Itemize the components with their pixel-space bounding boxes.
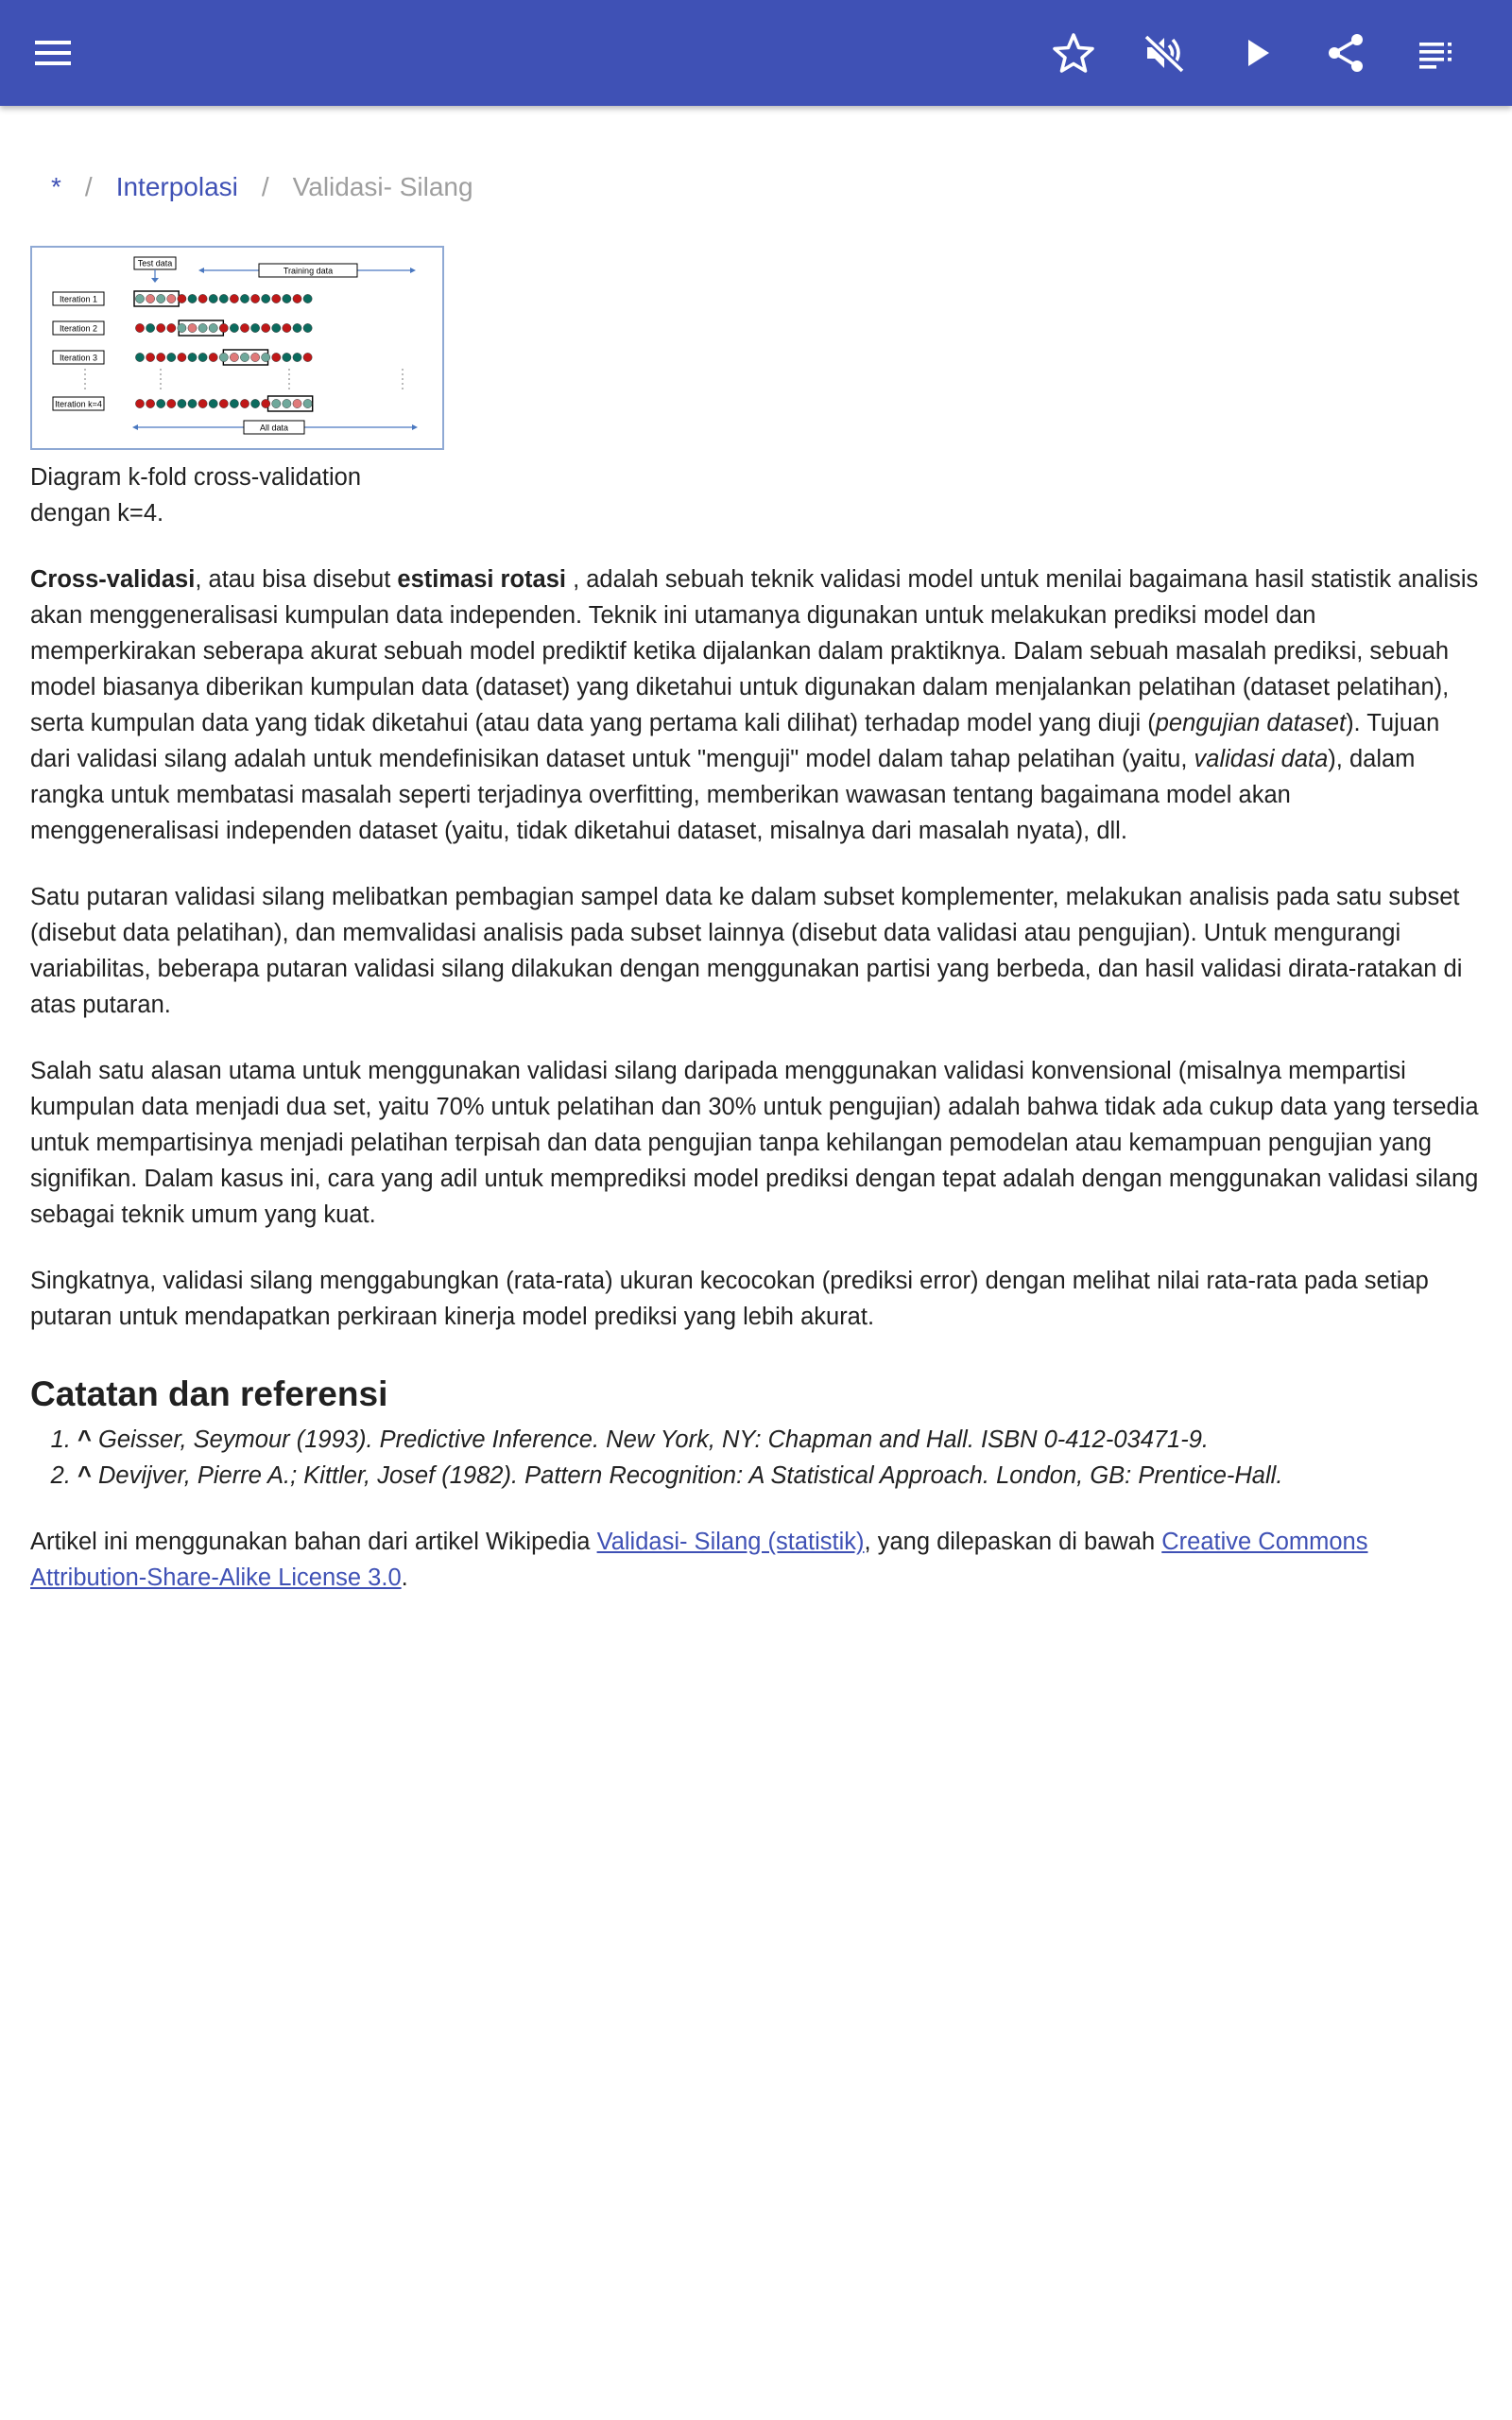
data-point <box>209 353 217 361</box>
data-point <box>230 323 238 332</box>
play-icon <box>1230 26 1283 79</box>
volume-off-icon <box>1138 26 1191 79</box>
data-point <box>135 294 144 302</box>
data-point <box>146 294 155 302</box>
data-point <box>167 323 176 332</box>
data-point <box>146 353 155 361</box>
data-point <box>167 399 176 407</box>
test-data-label: Test data <box>137 258 173 268</box>
figure-caption <box>30 459 1486 531</box>
data-point <box>178 353 186 361</box>
test-arrowhead <box>151 278 159 283</box>
data-point <box>303 353 312 361</box>
all-data-label: All data <box>259 423 289 433</box>
cc-license-link[interactable]: Creative Commons Attribution-Share-Alike License 3.0 <box>30 1529 1368 1591</box>
intro-text-1: , atau bisa disebut <box>195 566 398 593</box>
term-cross-validasi: Cross-validasi <box>30 566 196 593</box>
data-point <box>303 323 312 332</box>
breadcrumb-home-link[interactable]: * <box>51 172 61 201</box>
term-estimasi-rotasi: estimasi rotasi <box>397 566 566 593</box>
license-notice <box>30 1524 1486 1596</box>
data-point <box>198 399 207 407</box>
data-point <box>135 399 144 407</box>
intro-text-4: ), dalam rangka untuk membatasi masalah seperti terjadinya overfitting, memberikan wawasan tentang bagaimana model akan menggeneralisasi independen dataset (yaitu, tidak diketahui dataset, misalnya dari masalah nyata), dll. <box>30 746 1416 844</box>
data-point <box>135 353 144 361</box>
data-point <box>283 323 291 332</box>
data-point <box>188 399 197 407</box>
data-point <box>178 294 186 302</box>
data-point <box>178 399 186 407</box>
data-point <box>188 353 197 361</box>
data-point <box>251 353 260 361</box>
data-point <box>230 294 238 302</box>
play-button[interactable] <box>1230 26 1283 79</box>
article-content <box>30 459 1486 1626</box>
paragraph-3: Salah satu alasan utama untuk menggunakan validasi silang daripada menggunakan validasi konvensional (misalnya mempartisi kumpulan data menjadi dua set, yaitu 70% untuk pelatihan dan 30% untuk pengujian) adalah bahwa tidak ada cukup data yang tersedia untuk mempartisinya menjadi pelatihan terpisah dan data pengujian tanpa kehilangan pemodelan atau kemampuan pengujian yang signifikan. Dalam kasus ini, cara yang adil untuk memprediksi model prediksi dengan tepat adalah dengan menggunakan validasi silang sebagai teknik umum yang kuat. <box>30 1058 1479 1228</box>
breadcrumb <box>51 168 473 206</box>
data-point <box>219 353 228 361</box>
intro-text-2: , adalah sebuah teknik validasi model untuk menilai bagaimana hasil statistik analisis akan menggeneralisasi kumpulan data independen. Teknik ini utamanya digunakan untuk melakukan prediksi model dan memperkirakan seberapa akurat sebuah model prediktif ketika dijalankan dalam praktiknya. Dalam sebuah masalah prediksi, sebuah model biasanya diberikan kumpulan data (dataset) yang diketahui untuk digunakan dalam menjalankan pelatihan (dataset pelatihan), serta kumpulan data yang tidak diketahui (atau data yang pertama kali dilihat) terhadap model yang diuji ( <box>30 566 1479 736</box>
data-point <box>198 353 207 361</box>
data-point <box>209 323 217 332</box>
menu-icon <box>26 26 79 79</box>
data-point <box>293 353 301 361</box>
share-button[interactable] <box>1319 26 1372 79</box>
data-point <box>240 353 249 361</box>
kfold-diagram-figure[interactable] <box>30 246 444 450</box>
intro-paragraph <box>30 562 1486 849</box>
data-point <box>303 294 312 302</box>
data-point <box>272 353 281 361</box>
license-text-2: , yang dilepaskan di bawah <box>864 1529 1162 1555</box>
data-point <box>262 323 270 332</box>
data-point <box>167 294 176 302</box>
all-arrowhead-right <box>412 424 418 430</box>
kfold-diagram <box>32 248 442 448</box>
star-outline-icon <box>1047 26 1100 79</box>
data-point <box>230 399 238 407</box>
license-text-1: Artikel ini menggunakan bahan dari artikel Wikipedia <box>30 1529 597 1555</box>
data-point <box>303 399 312 407</box>
app-bar <box>0 0 1512 106</box>
backlink-caret[interactable]: ^ <box>77 1462 92 1489</box>
data-point <box>198 323 207 332</box>
data-point <box>157 294 165 302</box>
training-data-label: Training data <box>283 266 334 276</box>
breadcrumb-separator: / <box>261 172 269 201</box>
iteration-label: Iteration 3 <box>59 353 98 363</box>
data-point <box>230 353 238 361</box>
caption-line-2: dengan k=4. <box>30 500 164 527</box>
data-point <box>198 294 207 302</box>
data-point <box>146 399 155 407</box>
intro-text-3: ). Tujuan dari validasi silang adalah untuk mendefinisikan dataset untuk "menguji" model dalam tahap pelatihan (yaitu, <box>30 710 1440 772</box>
data-point <box>251 294 260 302</box>
data-point <box>283 353 291 361</box>
reference-item <box>77 1458 1486 1494</box>
paragraph-4: Singkatnya, validasi silang menggabungkan (rata-rata) ukuran kecocokan (prediksi error) dengan melihat nilai rata-rata pada setiap putaran untuk mendapatkan perkiraan kinerja model prediksi yang lebih akurat. <box>30 1268 1429 1330</box>
share-icon <box>1319 26 1372 79</box>
data-point <box>240 294 249 302</box>
data-point <box>262 399 270 407</box>
wikipedia-article-link[interactable]: Validasi- Silang (statistik) <box>596 1529 865 1555</box>
backlink-caret[interactable]: ^ <box>77 1426 92 1453</box>
data-point <box>188 294 197 302</box>
references-list <box>30 1422 1486 1494</box>
caption-line-1: Diagram k-fold cross-validation <box>30 464 362 491</box>
data-point <box>157 353 165 361</box>
data-point <box>251 323 260 332</box>
contents-button[interactable] <box>1410 26 1463 79</box>
emphasis-pengujian-dataset: pengujian dataset <box>1155 710 1347 736</box>
data-point <box>188 323 197 332</box>
data-point <box>272 399 281 407</box>
data-point <box>219 323 228 332</box>
data-point <box>219 294 228 302</box>
references-heading: Catatan dan referensi <box>30 1374 388 1413</box>
data-point <box>146 323 155 332</box>
data-point <box>209 399 217 407</box>
data-point <box>135 323 144 332</box>
data-point <box>240 399 249 407</box>
favorite-button[interactable] <box>1047 26 1100 79</box>
data-point <box>272 294 281 302</box>
data-point <box>293 294 301 302</box>
breadcrumb-separator: / <box>84 172 93 201</box>
iteration-label: Iteration k=4 <box>55 399 102 409</box>
all-arrowhead-left <box>132 424 138 430</box>
data-point <box>283 399 291 407</box>
data-point <box>240 323 249 332</box>
data-point <box>262 294 270 302</box>
data-point <box>262 353 270 361</box>
data-point <box>167 353 176 361</box>
reference-text: Devijver, Pierre A.; Kittler, Josef (1982). Pattern Recognition: A Statistical Approach. London, GB: Prentice-Hall. <box>98 1462 1283 1489</box>
data-point <box>251 399 260 407</box>
reference-item <box>77 1422 1486 1458</box>
data-point <box>293 323 301 332</box>
data-point <box>219 399 228 407</box>
emphasis-validasi-data: validasi data <box>1194 746 1329 772</box>
data-point <box>178 323 186 332</box>
menu-button[interactable] <box>26 26 79 79</box>
breadcrumb-parent-link[interactable]: Interpolasi <box>115 172 238 201</box>
training-arrowhead-left <box>198 268 204 273</box>
playlist-icon <box>1410 26 1463 79</box>
iteration-label: Iteration 2 <box>59 323 98 334</box>
data-point <box>157 323 165 332</box>
data-point <box>293 399 301 407</box>
paragraph-2: Satu putaran validasi silang melibatkan pembagian sampel data ke dalam subset komplementer, melakukan analisis pada satu subset (disebut data pelatihan), dan memvalidasi analisis pada subset lainnya (disebut data validasi atau pengujian). Untuk mengurangi variabilitas, beberapa putaran validasi silang dilakukan dengan menggunakan partisi yang berbeda, dan hasil validasi dirata-ratakan di atas putaran. <box>30 884 1463 1018</box>
data-point <box>209 294 217 302</box>
training-arrowhead-right <box>410 268 416 273</box>
data-point <box>272 323 281 332</box>
data-point <box>283 294 291 302</box>
mute-button[interactable] <box>1138 26 1191 79</box>
breadcrumb-current: Validasi- Silang <box>292 172 473 201</box>
data-point <box>157 399 165 407</box>
license-text-3: . <box>401 1564 408 1591</box>
iteration-label: Iteration 1 <box>59 294 98 304</box>
reference-text: Geisser, Seymour (1993). Predictive Inference. New York, NY: Chapman and Hall. ISBN 0-412-03471-9. <box>98 1426 1209 1453</box>
